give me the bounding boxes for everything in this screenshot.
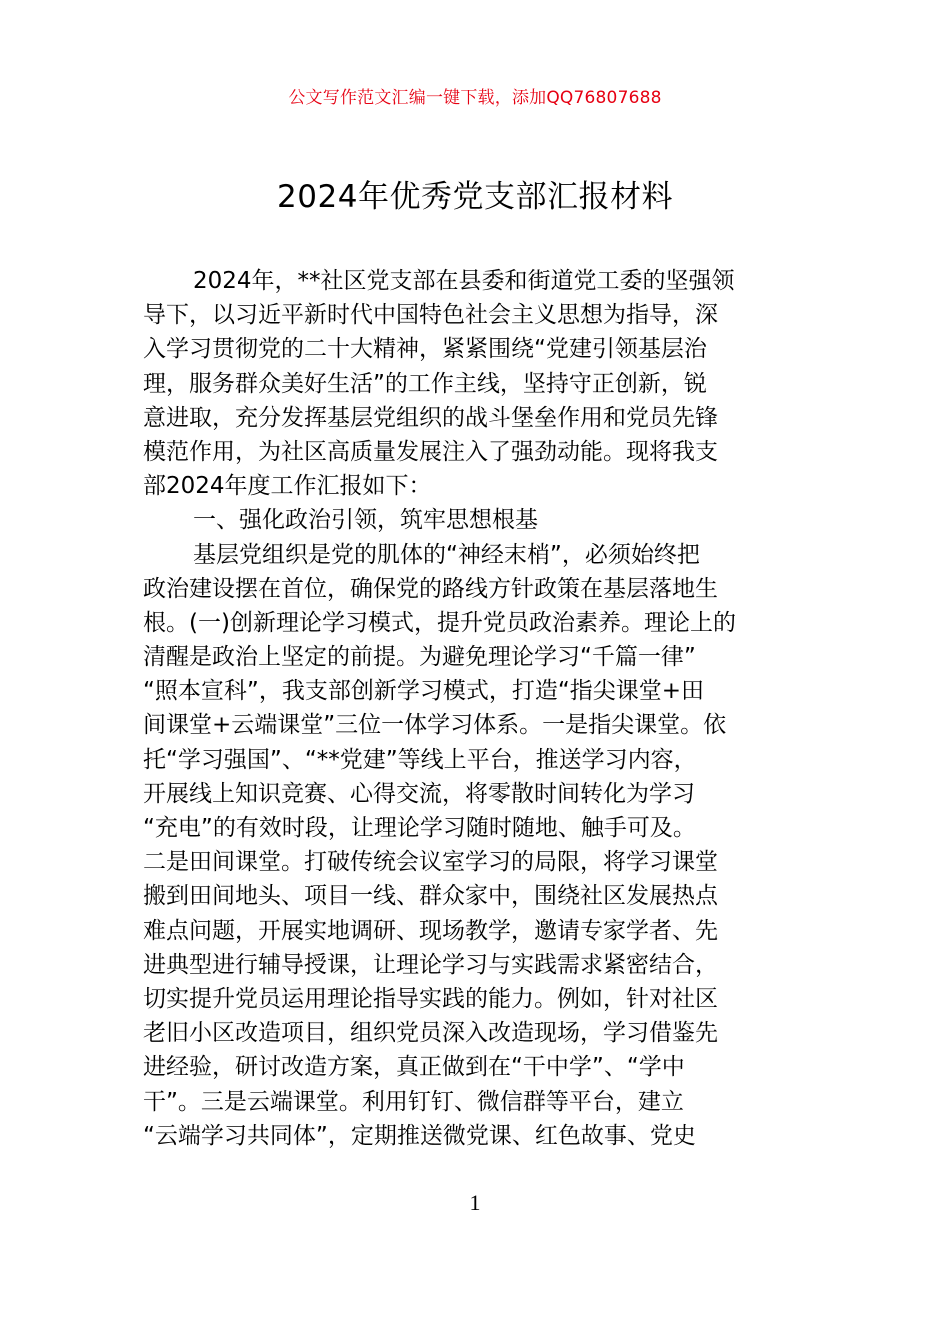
body-line: “云端学习共同体”，定期推送微党课、红色故事、党史 xyxy=(143,1122,696,1149)
body-line: 开展线上知识竞赛、心得交流，将零散时间转化为学习 xyxy=(143,780,695,807)
body-line: 进典型进行辅导授课，让理论学习与实践需求紧密结合， xyxy=(143,951,718,978)
body-line: 入学习贯彻党的二十大精神，紧紧围绕“党建引领基层治 xyxy=(143,336,707,363)
body-line: 二是田间课堂。打破传统会议室学习的局限，将学习课堂 xyxy=(143,849,718,876)
document-body xyxy=(143,264,808,1153)
body-line: 进经验，研讨改造方案，真正做到在“干中学”、“学中 xyxy=(143,1054,685,1081)
body-line: 理，服务群众美好生活”的工作主线，坚持守正创新，锐 xyxy=(143,370,707,397)
body-line: 意进取，充分发挥基层党组织的战斗堡垒作用和党员先锋 xyxy=(143,404,718,431)
page-number: 1 xyxy=(469,1190,481,1215)
body-line: 2024年，**社区党支部在县委和街道党工委的坚强领 xyxy=(193,268,735,294)
body-line: 干”。三是云端课堂。利用钉钉、微信群等平台，建立 xyxy=(143,1088,684,1115)
body-line: 根。(一)创新理论学习模式，提升党员政治素养。理论上的 xyxy=(143,609,736,636)
document-title: 2024年优秀党支部汇报材料 xyxy=(277,179,673,215)
body-line: 间课堂+云端课堂”三位一体学习体系。一是指尖课堂。依 xyxy=(143,712,727,739)
body-line: 切实提升党员运用理论指导实践的能力。例如，针对社区 xyxy=(143,985,718,1012)
download-banner: 公文写作范文汇编一键下载，添加QQ76807688 xyxy=(288,88,662,108)
body-line: 基层党组织是党的肌体的“神经末梢”，必须始终把 xyxy=(193,541,700,568)
body-line: 难点问题，开展实地调研、现场教学，邀请专家学者、先 xyxy=(143,917,718,944)
body-line: 部2024年度工作汇报如下： xyxy=(143,473,432,500)
body-line: 清醒是政治上坚定的前提。为避免理论学习“千篇一律” xyxy=(143,644,696,671)
body-line: 导下，以习近平新时代中国特色社会主义思想为指导，深 xyxy=(143,302,718,329)
body-line: “照本宣科”，我支部创新学习模式，打造“指尖课堂+田 xyxy=(143,678,705,705)
body-line: 托“学习强国”、“**党建”等线上平台，推送学习内容， xyxy=(143,746,697,773)
body-line: 搬到田间地头、项目一线、群众家中，围绕社区发展热点 xyxy=(143,883,718,910)
body-line: 模范作用，为社区高质量发展注入了强劲动能。现将我支 xyxy=(143,438,718,465)
body-line: “充电”的有效时段，让理论学习随时随地、触手可及。 xyxy=(143,815,696,841)
section-heading: 一、强化政治引领，筑牢思想根基 xyxy=(193,507,538,534)
body-line: 老旧小区改造项目，组织党员深入改造现场，学习借鉴先 xyxy=(143,1020,718,1047)
body-line: 政治建设摆在首位，确保党的路线方针政策在基层落地生 xyxy=(143,575,718,602)
